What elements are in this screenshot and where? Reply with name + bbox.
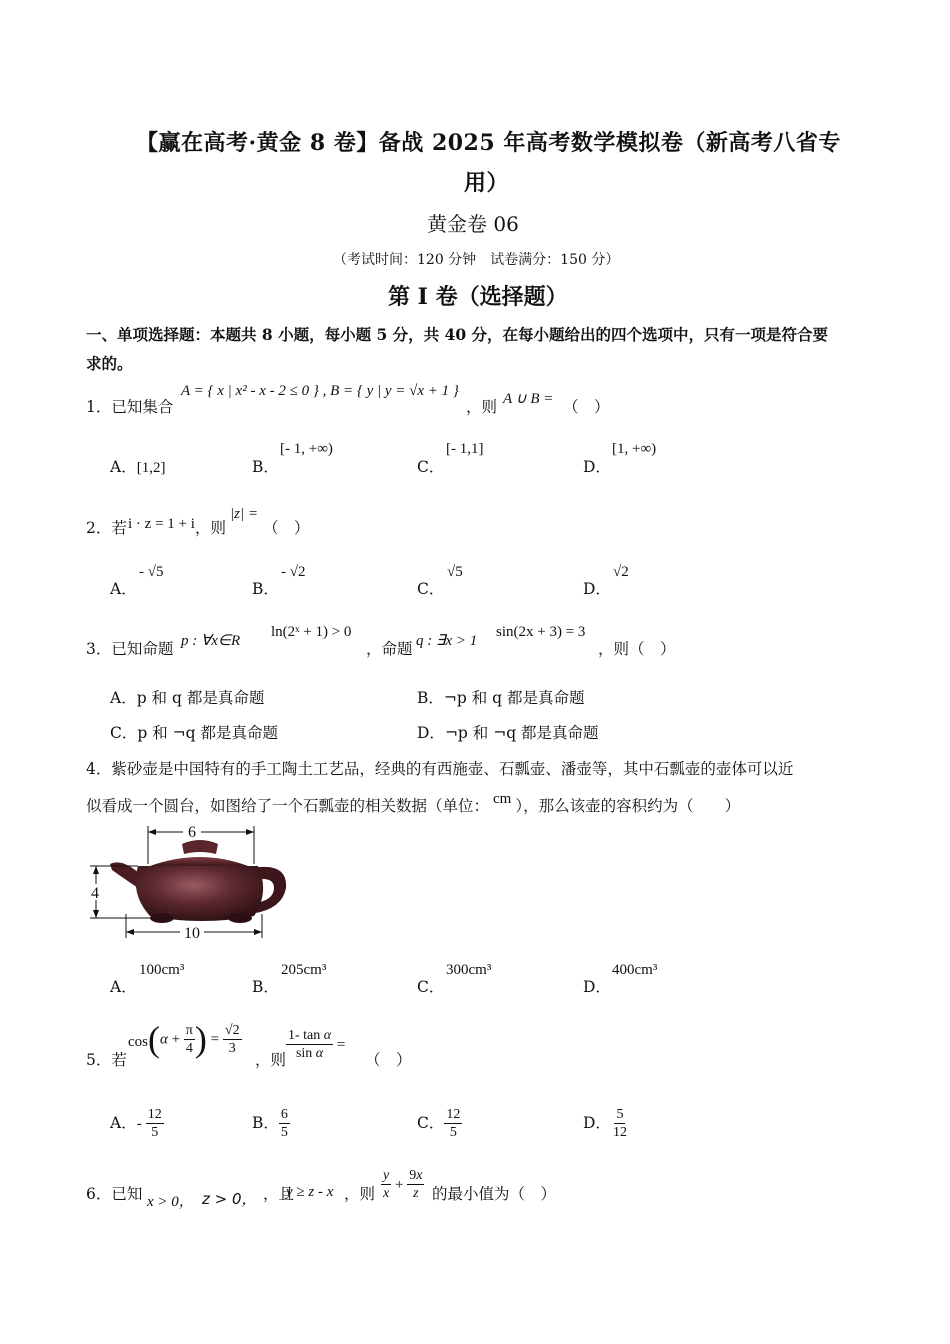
q2-text-after: ，则: [195, 519, 227, 537]
q5-option-d[interactable]: D． $\frac{5}{12}$: [583, 1107, 627, 1140]
q3-option-a[interactable]: A．p 和 q 都是真命题: [110, 689, 265, 707]
q6-condition-x: x > 0，: [147, 1194, 194, 1210]
question-number: 4．: [86, 760, 112, 778]
q4-option-d-value: 400cm³: [612, 962, 658, 978]
part1-heading-line-2: 求的。: [86, 354, 133, 373]
q2-option-c-label[interactable]: C．: [417, 580, 445, 598]
teapot-knob: [182, 840, 218, 854]
q5-option-b[interactable]: B． $\frac{6}{5}$: [252, 1107, 288, 1140]
dimension-top-arrow-left: [148, 829, 156, 835]
teapot-foot-left: [150, 913, 174, 923]
q2-equation: i · z = 1 + i: [128, 516, 195, 532]
question-number: 2．: [86, 519, 112, 537]
question-1: [86, 395, 173, 417]
q1-option-b-label[interactable]: B．: [252, 458, 279, 476]
teapot-foot-right: [228, 913, 252, 923]
q6-target-expression: $\frac{y}{x}$ + $\frac{9x}{z}$: [383, 1168, 423, 1201]
q2-option-b-value: - √2: [281, 564, 306, 580]
q4-unit: cm: [493, 791, 512, 807]
teapot-figure: [82, 822, 294, 944]
subtitle: 黄金卷 06: [427, 212, 519, 236]
question-6: [86, 1182, 142, 1204]
q5-text-after: ，则: [255, 1051, 287, 1069]
q6-text-after: 的最小值为（ ）: [432, 1185, 557, 1203]
q2-option-d-label[interactable]: D．: [583, 580, 611, 598]
q3-text-after: ，则（ ）: [598, 640, 676, 658]
q3-option-d[interactable]: D．¬p 和 ¬q 都是真命题: [417, 724, 599, 742]
teapot-lid: [150, 857, 248, 866]
q2-paren: （ ）: [263, 519, 310, 537]
q4-option-c-label[interactable]: C．: [417, 978, 445, 996]
dimension-left-label: 4: [91, 885, 99, 902]
q3-option-c[interactable]: C．p 和 ¬q 都是真命题: [110, 724, 278, 742]
q1-paren: （ ）: [563, 398, 610, 416]
q6-condition-y: y ≥ z - x: [286, 1184, 334, 1200]
q4-option-d-label[interactable]: D．: [583, 978, 611, 996]
question-number: 3．: [86, 640, 112, 658]
q1-option-c-label[interactable]: C．: [417, 458, 445, 476]
q2-option-a-value: - √5: [139, 564, 164, 580]
question-number: 1．: [86, 398, 112, 416]
q3-q-quantifier: q : ∃x > 1: [416, 633, 478, 649]
question-text: 已知集合: [111, 398, 174, 416]
q4-option-b-value: 205cm³: [281, 962, 327, 978]
title-line-2: 用）: [464, 170, 510, 196]
q1-option-d-label[interactable]: D．: [583, 458, 611, 476]
q1-option-a[interactable]: A．[1,2]: [110, 458, 166, 476]
question-5: [86, 1048, 127, 1070]
q5-condition-expression: cos(α + $\frac{\pi}{4}$ ) = $\frac{√2}{3}$: [128, 1019, 240, 1059]
question-text: 已知命题: [111, 640, 174, 658]
teapot-body: [136, 866, 263, 921]
q4-option-b-label[interactable]: B．: [252, 978, 279, 996]
q5-option-a[interactable]: A．- $\frac{12}{5}$: [110, 1107, 162, 1140]
q5-target-expression: $\frac{\text{1- tan α}}{\text{sin α}}$ =: [288, 1028, 346, 1061]
q6-condition-z: z > 0，: [202, 1190, 257, 1208]
q2-option-a-label[interactable]: A．: [110, 580, 137, 598]
q4-option-c-value: 300cm³: [446, 962, 492, 978]
question-text: 若: [111, 519, 127, 537]
question-2: [86, 516, 127, 538]
q1-option-b-value: [- 1, +∞): [280, 441, 333, 457]
q2-option-b-label[interactable]: B．: [252, 580, 279, 598]
q4-text-line-2: 似看成一个圆台，如图给了一个石瓢壶的相关数据（单位： cm ），那么该壶的容积约为（ ）: [86, 791, 741, 815]
question-text: 紫砂壶是中国特有的手工陶土工艺品，经典的有西施壶、石瓢壶、潘壶等，其中石瓢壶的壶体可以近: [111, 760, 794, 778]
q4-option-a-value: 100cm³: [139, 962, 185, 978]
question-4: [86, 757, 793, 779]
q1-option-c-value: [- 1,1]: [446, 441, 484, 457]
q5-paren: （ ）: [365, 1051, 412, 1069]
question-number: 5．: [86, 1051, 112, 1069]
section-title: 第 I 卷（选择题）: [388, 284, 568, 310]
q1-option-d-value: [1, +∞): [612, 441, 657, 457]
part1-heading-line-1: 一、单项选择题：本题共 8 小题，每小题 5 分，共 40 分，在每小题给出的四个选项中，只有一项是符合要: [86, 325, 829, 344]
q2-modulus: |z| =: [230, 506, 258, 522]
q5-option-c[interactable]: C． $\frac{12}{5}$: [417, 1107, 461, 1140]
dimension-bottom-label: 10: [184, 925, 200, 942]
dimension-top-label: 6: [188, 824, 196, 841]
q3-p-quantifier: p : ∀x∈R: [181, 633, 241, 649]
q1-text-after: ，则: [466, 398, 498, 416]
q3-option-b[interactable]: B．¬p 和 q 都是真命题: [417, 689, 585, 707]
q1-union-expression: A ∪ B =: [503, 391, 554, 407]
title-line-1: 【赢在高考·黄金 8 卷】备战 2025 年高考数学模拟卷（新高考八省专: [136, 130, 841, 156]
question-text: 若: [111, 1051, 127, 1069]
q6-text-mid2: ，则: [344, 1185, 376, 1203]
q4-option-a-label[interactable]: A．: [110, 978, 137, 996]
question-text: 已知: [111, 1185, 143, 1203]
q6-text-mid: ，且: [263, 1185, 295, 1203]
q3-p-inequality: ln(2ˣ + 1) > 0: [271, 624, 352, 640]
q2-option-d-value: √2: [613, 564, 629, 580]
q3-text-mid: ，命题: [366, 640, 413, 658]
question-3: [86, 637, 173, 659]
q2-option-c-value: √5: [447, 564, 463, 580]
q1-set-expression: A = { x | x² - x - 2 ≤ 0 } , B = { y | y = √x + 1 }: [181, 383, 459, 399]
question-number: 6．: [86, 1185, 112, 1203]
q3-q-equation: sin(2x + 3) = 3: [496, 624, 586, 640]
dimension-top-arrow-right: [246, 829, 254, 835]
exam-info: （考试时间：120 分钟 试卷满分：150 分）: [333, 252, 620, 268]
